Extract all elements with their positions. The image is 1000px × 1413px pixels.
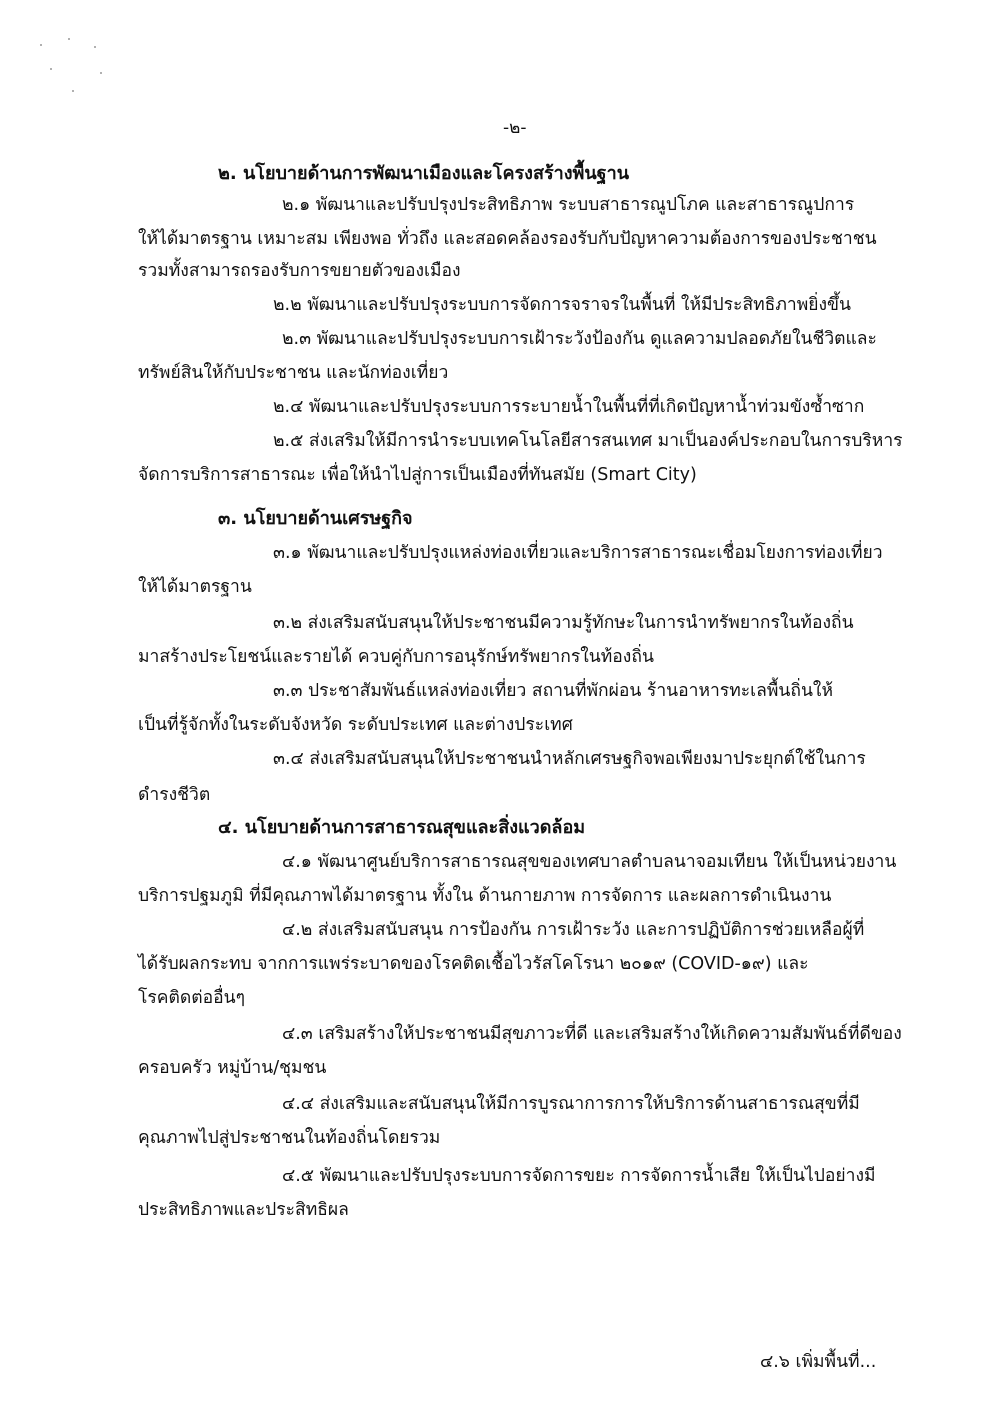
scan-specks xyxy=(30,32,120,102)
text-line: รวมทั้งสามารถรองรับการขยายตัวของเมือง xyxy=(138,261,461,281)
text-line: ทรัพย์สินให้กับประชาชน และนักท่องเที่ยว xyxy=(138,363,449,383)
text-line: มาสร้างประโยชน์และรายได้ ควบคู่กับการอนุรักษ์ทรัพยากรในท้องถิ่น xyxy=(138,647,654,667)
text-line: ๔.๕ พัฒนาและปรับปรุงระบบการจัดการขยะ การจัดการน้ำเสีย ให้เป็นไปอย่างมี xyxy=(282,1166,876,1186)
text-line: ๔.๒ ส่งเสริมสนับสนุน การป้องกัน การเฝ้าระวัง และการปฏิบัติการช่วยเหลือผู้ที่ xyxy=(282,920,865,940)
text-line: ๔.๑ พัฒนาศูนย์บริการสาธารณสุขของเทศบาลตำบลนาจอมเทียน ให้เป็นหน่วยงาน xyxy=(282,852,897,872)
text-line: จัดการบริการสาธารณะ เพื่อให้นำไปสู่การเป็นเมืองที่ทันสมัย (Smart City) xyxy=(138,465,697,485)
text-line: ๓.๑ พัฒนาและปรับปรุงแหล่งท่องเที่ยวและบริการสาธารณะเชื่อมโยงการท่องเที่ยว xyxy=(273,543,883,563)
text-line: ๓.๔ ส่งเสริมสนับสนุนให้ประชาชนนำหลักเศรษฐกิจพอเพียงมาประยุกต์ใช้ในการ xyxy=(273,749,866,769)
text-line: โรคติดต่ออื่นๆ xyxy=(138,988,245,1008)
text-line: ๒.๓ พัฒนาและปรับปรุงระบบการเฝ้าระวังป้องกัน ดูแลความปลอดภัยในชีวิตและ xyxy=(282,329,877,349)
text-line: คุณภาพไปสู่ประชาชนในท้องถิ่นโดยรวม xyxy=(138,1128,441,1148)
text-line: ๒.๔ พัฒนาและปรับปรุงระบบการระบายน้ำในพื้นที่ที่เกิดปัญหาน้ำท่วมขังซ้ำซาก xyxy=(273,397,865,417)
text-line: ครอบครัว หมู่บ้าน/ชุมชน xyxy=(138,1058,327,1078)
text-line: ๔.๓ เสริมสร้างให้ประชาชนมีสุขภาวะที่ดี และเสริมสร้างให้เกิดความสัมพันธ์ที่ดีของ xyxy=(282,1024,902,1044)
section-heading: ๔. นโยบายด้านการสาธารณสุขและสิ่งแวดล้อม xyxy=(218,817,586,838)
text-line: ดำรงชีวิต xyxy=(138,785,211,805)
text-line: ๔.๔ ส่งเสริมและสนับสนุนให้มีการบูรณาการการให้บริการด้านสาธารณสุขที่มี xyxy=(282,1094,860,1114)
text-line: ให้ได้มาตรฐาน เหมาะสม เพียงพอ ทั่วถึง และสอดคล้องรองรับกับปัญหาความต้องการของประชาชน xyxy=(138,229,877,249)
text-line: ให้ได้มาตรฐาน xyxy=(138,577,252,597)
page-number: -๒- xyxy=(503,118,527,138)
text-line: ๒.๕ ส่งเสริมให้มีการนำระบบเทคโนโลยีสารสนเทศ มาเป็นองค์ประกอบในการบริหาร xyxy=(273,431,903,451)
continuation-reference: ๔.๖ เพิ่มพื้นที่... xyxy=(760,1352,877,1372)
section-heading: ๓. นโยบายด้านเศรษฐกิจ xyxy=(218,508,413,529)
text-line: ประสิทธิภาพและประสิทธิผล xyxy=(138,1200,349,1220)
text-line: เป็นที่รู้จักทั้งในระดับจังหวัด ระดับประเทศ และต่างประเทศ xyxy=(138,715,573,735)
text-line: ๒.๑ พัฒนาและปรับปรุงประสิทธิภาพ ระบบสาธารณูปโภค และสาธารณูปการ xyxy=(282,195,855,215)
text-line: ได้รับผลกระทบ จากการแพร่ระบาดของโรคติดเชื้อไวรัสโคโรนา ๒๐๑๙ (COVID-๑๙) และ xyxy=(138,954,809,974)
text-line: ๓.๒ ส่งเสริมสนับสนุนให้ประชาชนมีความรู้ทักษะในการนำทรัพยากรในท้องถิ่น xyxy=(273,613,854,633)
text-line: ๓.๓ ประชาสัมพันธ์แหล่งท่องเที่ยว สถานที่พักผ่อน ร้านอาหารทะเลพื้นถิ่นให้ xyxy=(273,681,833,701)
text-line: ๒.๒ พัฒนาและปรับปรุงระบบการจัดการจราจรในพื้นที่ ให้มีประสิทธิภาพยิ่งขึ้น xyxy=(273,295,851,315)
section-heading: ๒. นโยบายด้านการพัฒนาเมืองและโครงสร้างพื้นฐาน xyxy=(218,163,630,184)
text-line: บริการปฐมภูมิ ที่มีคุณภาพได้มาตรฐาน ทั้งใน ด้านกายภาพ การจัดการ และผลการดำเนินงาน xyxy=(138,886,832,906)
